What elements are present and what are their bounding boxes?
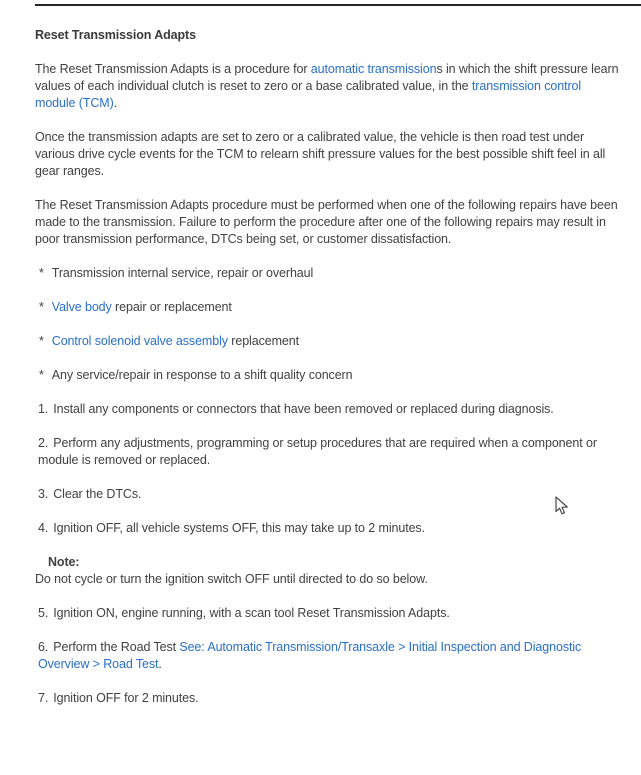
step-number: 2. [38, 436, 49, 450]
mouse-cursor-icon [554, 496, 570, 517]
link-valve-body[interactable]: Valve body [51, 300, 112, 314]
link-control-solenoid-valve-assembly[interactable]: Control solenoid valve assembly [51, 334, 228, 348]
document-content [0, 6, 641, 707]
bullet-text: Any service/repair in response to a shift quality concern [51, 368, 353, 382]
step-text: Install any components or connectors that have been removed or replaced during diagnosis. [53, 402, 554, 416]
text-run: . [113, 96, 118, 110]
step-number: 1. [38, 402, 49, 416]
text-run: s in which the shift pressure learn values of each individual clutch is reset to zero or a base calibrated value, in the [35, 62, 619, 93]
step-text: Ignition ON, engine running, with a scan tool Reset Transmission Adapts. [53, 606, 450, 620]
step-3 [35, 486, 620, 503]
step-text: Ignition OFF for 2 minutes. [53, 691, 199, 705]
step-text: Clear the DTCs. [53, 487, 142, 501]
paragraph-when-required: The Reset Transmission Adapts procedure must be performed when one of the following repairs have been made to the transmission. Failure to perform the procedure after one of the following repairs may result in poor transmission performance, DTCs being set, or customer dissatisfaction. [35, 198, 618, 246]
bullet-internal-service [35, 265, 620, 282]
step-text: Perform the Road Test [53, 640, 180, 654]
step-text: . [158, 657, 162, 671]
bullet-shift-quality [35, 367, 620, 384]
step-7 [35, 690, 620, 707]
bullet-marker: * [39, 334, 44, 348]
bullet-marker: * [39, 300, 44, 314]
link-automatic-transmission[interactable]: automatic transmission [310, 62, 437, 76]
step-6 [35, 639, 620, 673]
bullet-text: repair or replacement [111, 300, 232, 314]
note-text: Do not cycle or turn the ignition switch OFF until directed to do so below. [35, 572, 428, 586]
link-road-test-procedure[interactable]: See: Automatic Transmission/Transaxle > Initial Inspection and Diagnostic Overview > Road Test [38, 640, 582, 671]
step-2 [35, 435, 620, 469]
bullet-valve-body [35, 299, 620, 316]
step-number: 4. [38, 521, 49, 535]
bullet-text: replacement [227, 334, 299, 348]
note-label: Note: [48, 555, 80, 569]
page-title: Reset Transmission Adapts [35, 28, 196, 42]
paragraph-road-test: Once the transmission adapts are set to zero or a calibrated value, the vehicle is then road test under various drive cycle events for the TCM to relearn shift pressure values for the best possible shift feel in all gear ranges. [35, 130, 606, 178]
step-text: Ignition OFF, all vehicle systems OFF, this may take up to 2 minutes. [53, 521, 425, 535]
step-number: 5. [38, 606, 49, 620]
step-5 [35, 605, 620, 622]
step-4 [35, 520, 620, 537]
step-number: 6. [38, 640, 49, 654]
step-1 [35, 401, 620, 418]
note-block [35, 554, 620, 588]
step-text: Perform any adjustments, programming or setup procedures that are required when a component or module is removed or replaced. [38, 436, 597, 467]
paragraph-intro [35, 61, 620, 112]
bullet-marker: * [39, 368, 44, 382]
link-transmission-control-module[interactable]: transmission control module (TCM) [35, 79, 582, 110]
bullet-control-solenoid [35, 333, 620, 350]
step-number: 3. [38, 487, 49, 501]
text-run: The Reset Transmission Adapts is a procedure for [35, 62, 311, 76]
bullet-marker: * [39, 266, 44, 280]
step-number: 7. [38, 691, 49, 705]
bullet-text: Transmission internal service, repair or overhaul [51, 266, 314, 280]
